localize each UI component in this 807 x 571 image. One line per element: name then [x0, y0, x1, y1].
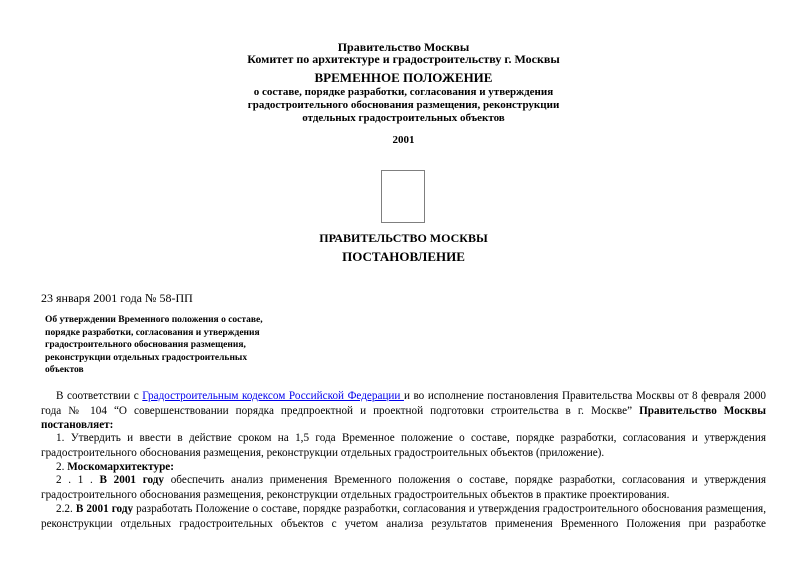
paragraph-line: 2.2. В 2001 году разработать Положение о составе, порядке разработки, согласования и утверждения градостроительного обоснования размещения, [56, 503, 766, 515]
civil-code-link[interactable]: Градостроительным кодексом Российской Федерации [142, 390, 404, 402]
document-title: ВРЕМЕННОЕ ПОЛОЖЕНИЕ [314, 70, 493, 85]
header-committee: Комитет по архитектуре и градостроительству г. Москвы [247, 52, 560, 66]
paragraph-preamble [41, 389, 766, 433]
decree-date-number: 23 января 2001 года № 58-ПП [41, 291, 193, 305]
paragraph-line: 2 . 1 . В 2001 году обеспечить анализ применения Временного положения о составе, порядке разработки, согласования и утверждения [56, 474, 766, 486]
decree-subject-line: порядке разработки, согласования и утверждения [45, 327, 260, 338]
paragraph-line: 1. Утвердить и ввести в действие сроком на 1,5 года Временное положение о составе, порядке разработки, согласования и утверждения [56, 432, 766, 444]
decree-subject [45, 314, 270, 377]
paragraph-line: градостроительного обоснования размещения, реконструкции отдельных градостроительных объектов (приложение). [41, 446, 605, 459]
document-year: 2001 [392, 134, 415, 146]
paragraph-line: 2. Москомархитектуре: [56, 461, 174, 473]
paragraph-line: постановляет: [41, 419, 114, 431]
decree-subject-line: объектов [45, 365, 84, 376]
decree-subject-line: реконструкции отдельных градостроительных [45, 352, 248, 363]
paragraph-line: реконструкции отдельных градостроительных объектов с учетом анализа результатов применения Временного Положения при разработке [41, 517, 766, 530]
decree-issuer: ПРАВИТЕЛЬСТВО МОСКВЫ [319, 231, 488, 245]
paragraph-item-1 [41, 431, 766, 460]
decree-subject-line: Об утверждении Временного положения о составе, [45, 315, 263, 325]
document-subtitle-line-2: градостроительного обоснования размещения, реконструкции [247, 99, 560, 111]
paragraph-item-2-2 [41, 502, 766, 531]
document-subtitle-line-1: о составе, порядке разработки, согласования и утверждения [253, 86, 554, 98]
paragraph-item-2-1 [41, 473, 766, 502]
paragraph-line: года № 104 “О совершенствовании порядка предпроектной и проектной подготовки строительства в г. Москве” Правительство Москвы [41, 404, 766, 417]
decree-subject-line: градостроительного обоснования размещения, [45, 340, 246, 351]
paragraph-line: градостроительного обоснования размещения, реконструкции отдельных градостроительных объектов в практике проектирования. [41, 488, 670, 501]
decree-type: ПОСТАНОВЛЕНИЕ [342, 249, 465, 264]
document-subtitle-line-3: отдельных градостроительных объектов [302, 112, 505, 124]
coat-of-arms-image [381, 170, 425, 223]
header-government: Правительство Москвы [337, 40, 470, 54]
paragraph-line: В соответствии с Градостроительным кодексом Российской Федерации и во исполнение постановления Правительства Москвы от 8 февраля 2000 [56, 390, 766, 402]
